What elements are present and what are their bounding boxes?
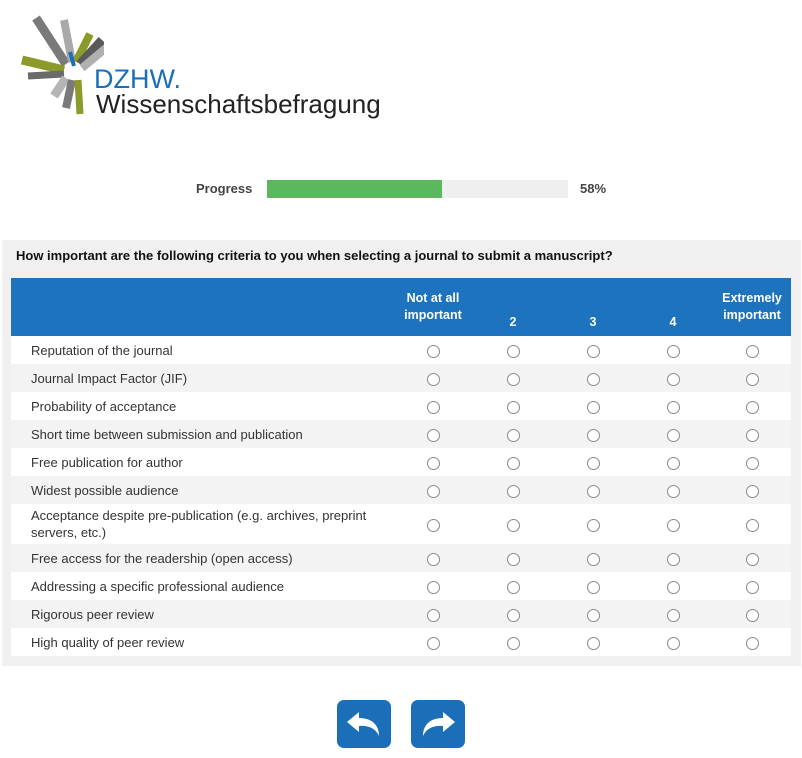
radio-option-1[interactable] (427, 401, 440, 414)
radio-option-1[interactable] (427, 581, 440, 594)
radio-option-2[interactable] (507, 345, 520, 358)
radio-option-4[interactable] (667, 581, 680, 594)
criterion-label: High quality of peer review (11, 628, 393, 656)
matrix-row (11, 628, 791, 656)
radio-option-4[interactable] (667, 373, 680, 386)
matrix-row (11, 336, 791, 364)
scale-header-3 (553, 278, 633, 336)
option-cell (713, 476, 791, 504)
option-cell (393, 392, 473, 420)
criterion-label: Journal Impact Factor (JIF) (11, 364, 393, 392)
option-cell (713, 572, 791, 600)
option-cell (393, 420, 473, 448)
option-cell (713, 420, 791, 448)
back-arrow-icon (345, 709, 383, 739)
criterion-label: Free publication for author (11, 448, 393, 476)
radio-option-4[interactable] (667, 429, 680, 442)
option-cell (713, 600, 791, 628)
option-cell (633, 336, 713, 364)
option-cell (473, 420, 553, 448)
progress-label: Progress (196, 181, 253, 196)
radio-option-1[interactable] (427, 637, 440, 650)
radio-option-4[interactable] (667, 637, 680, 650)
radio-option-2[interactable] (507, 401, 520, 414)
radio-option-4[interactable] (667, 519, 680, 532)
option-cell (393, 572, 473, 600)
radio-option-2[interactable] (507, 457, 520, 470)
option-cell (473, 600, 553, 628)
option-cell (553, 364, 633, 392)
criterion-label: Widest possible audience (11, 476, 393, 504)
radio-option-5[interactable] (746, 609, 759, 622)
option-cell (553, 504, 633, 544)
scale-header-4 (633, 278, 713, 336)
radio-option-5[interactable] (746, 345, 759, 358)
radio-option-1[interactable] (427, 519, 440, 532)
scale-header-1 (393, 278, 473, 336)
option-cell (633, 420, 713, 448)
back-button[interactable] (337, 700, 391, 748)
matrix-header-row (11, 278, 791, 336)
scale-header-label: 2 (509, 315, 517, 329)
option-cell (713, 336, 791, 364)
option-cell (713, 628, 791, 656)
radio-option-2[interactable] (507, 637, 520, 650)
option-cell (553, 420, 633, 448)
logo-starburst-icon (14, 12, 104, 122)
option-cell (393, 364, 473, 392)
radio-option-2[interactable] (507, 519, 520, 532)
option-cell (473, 628, 553, 656)
criterion-label: Free access for the readership (open access) (11, 544, 393, 572)
logo-subtitle: Wissenschaftsbefragung (96, 89, 381, 119)
criterion-label: Rigorous peer review (11, 600, 393, 628)
criterion-label: Short time between submission and publication (11, 420, 393, 448)
option-cell (553, 572, 633, 600)
option-cell (713, 448, 791, 476)
radio-option-5[interactable] (746, 485, 759, 498)
progress-percent: 58% (580, 181, 607, 196)
option-cell (633, 544, 713, 572)
option-cell (473, 504, 553, 544)
option-cell (633, 572, 713, 600)
option-cell (553, 448, 633, 476)
option-cell (553, 544, 633, 572)
matrix-row (11, 600, 791, 628)
option-cell (393, 448, 473, 476)
option-cell (553, 392, 633, 420)
option-cell (713, 544, 791, 572)
radio-option-5[interactable] (746, 519, 759, 532)
progress-bar (267, 180, 568, 198)
option-cell (553, 476, 633, 504)
matrix-row (11, 392, 791, 420)
option-cell (473, 544, 553, 572)
option-cell (393, 336, 473, 364)
radio-option-1[interactable] (427, 345, 440, 358)
radio-option-3[interactable] (587, 581, 600, 594)
option-cell (633, 448, 713, 476)
forward-arrow-icon (419, 709, 457, 739)
matrix-row (11, 448, 791, 476)
radio-option-4[interactable] (667, 457, 680, 470)
logo-brand-text: DZHW. (94, 64, 181, 94)
option-cell (473, 476, 553, 504)
option-cell (473, 336, 553, 364)
question-panel (2, 240, 801, 666)
radio-option-4[interactable] (667, 553, 680, 566)
matrix-header-blank (11, 278, 393, 336)
radio-option-3[interactable] (587, 373, 600, 386)
option-cell (633, 628, 713, 656)
radio-option-3[interactable] (587, 553, 600, 566)
scale-header-label: Extremely important (722, 291, 782, 322)
radio-option-3[interactable] (587, 429, 600, 442)
radio-option-2[interactable] (507, 581, 520, 594)
radio-option-4[interactable] (667, 609, 680, 622)
radio-option-3[interactable] (587, 519, 600, 532)
radio-option-4[interactable] (667, 485, 680, 498)
option-cell (473, 364, 553, 392)
option-cell (633, 476, 713, 504)
question-text: How important are the following criteria to you when selecting a journal to submit a manuscript? (16, 248, 613, 263)
matrix-row (11, 364, 791, 392)
radio-option-5[interactable] (746, 581, 759, 594)
option-cell (633, 364, 713, 392)
radio-option-1[interactable] (427, 457, 440, 470)
option-cell (633, 504, 713, 544)
option-cell (553, 336, 633, 364)
option-cell (473, 392, 553, 420)
next-button[interactable] (411, 700, 465, 748)
radio-option-2[interactable] (507, 485, 520, 498)
criterion-label: Acceptance despite pre-publication (e.g. archives, preprint servers, etc.) (11, 504, 393, 544)
radio-option-5[interactable] (746, 373, 759, 386)
option-cell (393, 476, 473, 504)
radio-option-1[interactable] (427, 553, 440, 566)
option-cell (553, 600, 633, 628)
radio-option-2[interactable] (507, 373, 520, 386)
radio-option-2[interactable] (507, 553, 520, 566)
scale-header-label: Not at all important (404, 291, 462, 322)
option-cell (713, 504, 791, 544)
radio-option-3[interactable] (587, 457, 600, 470)
option-cell (473, 572, 553, 600)
option-cell (393, 544, 473, 572)
option-cell (633, 600, 713, 628)
criterion-label: Probability of acceptance (11, 392, 393, 420)
matrix-row (11, 504, 791, 544)
matrix-row (11, 476, 791, 504)
scale-header-label: 3 (589, 315, 597, 329)
radio-option-2[interactable] (507, 429, 520, 442)
radio-option-4[interactable] (667, 345, 680, 358)
radio-option-5[interactable] (746, 429, 759, 442)
dzhw-logo (14, 12, 384, 122)
radio-option-5[interactable] (746, 553, 759, 566)
progress-fill (267, 180, 442, 198)
matrix-row (11, 572, 791, 600)
radio-option-2[interactable] (507, 609, 520, 622)
criterion-label: Reputation of the journal (11, 336, 393, 364)
matrix-row (11, 420, 791, 448)
radio-option-4[interactable] (667, 401, 680, 414)
scale-header-2 (473, 278, 553, 336)
radio-option-5[interactable] (746, 637, 759, 650)
option-cell (473, 448, 553, 476)
radio-option-1[interactable] (427, 373, 440, 386)
rating-matrix (11, 278, 791, 656)
radio-option-5[interactable] (746, 457, 759, 470)
option-cell (633, 392, 713, 420)
scale-header-5 (713, 278, 791, 336)
radio-option-1[interactable] (427, 485, 440, 498)
radio-option-3[interactable] (587, 637, 600, 650)
radio-option-1[interactable] (427, 429, 440, 442)
radio-option-3[interactable] (587, 345, 600, 358)
radio-option-3[interactable] (587, 609, 600, 622)
option-cell (393, 504, 473, 544)
option-cell (393, 600, 473, 628)
radio-option-5[interactable] (746, 401, 759, 414)
option-cell (393, 628, 473, 656)
option-cell (713, 392, 791, 420)
option-cell (713, 364, 791, 392)
radio-option-1[interactable] (427, 609, 440, 622)
scale-header-label: 4 (669, 315, 677, 329)
option-cell (553, 628, 633, 656)
criterion-label: Addressing a specific professional audience (11, 572, 393, 600)
radio-option-3[interactable] (587, 401, 600, 414)
radio-option-3[interactable] (587, 485, 600, 498)
matrix-row (11, 544, 791, 572)
